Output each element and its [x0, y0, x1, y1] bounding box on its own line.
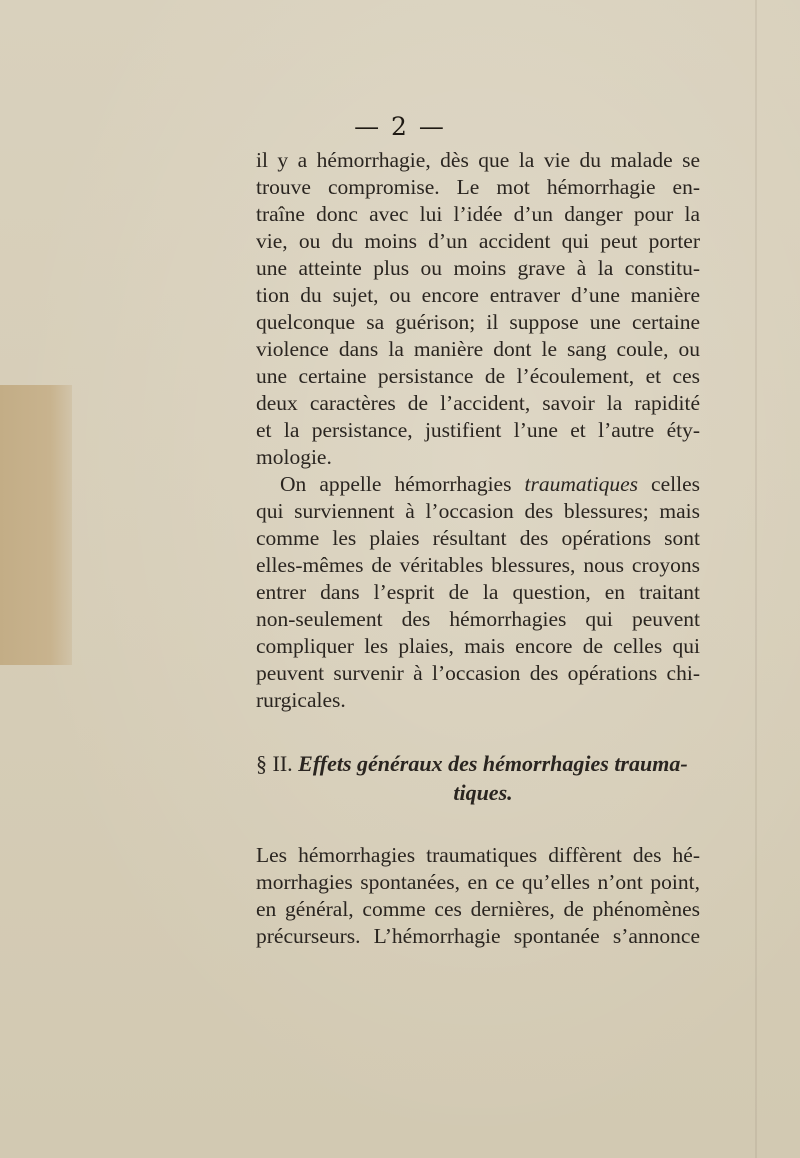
paragraph-2: [256, 471, 700, 714]
section-heading: [256, 749, 700, 779]
paragraph-3: [256, 842, 700, 950]
text-line: et la persistance, justifient l’une et l’autre éty-: [256, 418, 700, 442]
text-line: tion du sujet, ou encore entraver d’une manière: [256, 283, 700, 307]
section-number: § II.: [256, 751, 293, 776]
section-title: Effets généraux des hémorrhagies trauma-: [298, 751, 688, 776]
text-line: une atteinte plus ou moins grave à la constitu-: [256, 256, 700, 280]
text-line: non-seulement des hémorrhagies qui peuvent: [256, 607, 700, 631]
spacer: [256, 807, 700, 842]
text-line: précurseurs. L’hémorrhagie spontanée s’annonce: [256, 924, 700, 948]
text-line: qui surviennent à l’occasion des blessures; mais: [256, 499, 700, 523]
text-line: il y a hémorrhagie, dès que la vie du malade se: [256, 148, 700, 172]
paper-fold: [755, 0, 757, 1158]
text-line: en général, comme ces dernières, de phénomènes: [256, 897, 700, 921]
text-run: celles: [638, 472, 700, 496]
text-line: entrer dans l’esprit de la question, en traitant: [256, 580, 700, 604]
text-run: On appelle hémorrhagies: [280, 472, 525, 496]
text-line: morrhagies spontanées, en ce qu’elles n’ont point,: [256, 870, 700, 894]
text-line: compliquer les plaies, mais encore de celles qui: [256, 634, 700, 658]
text-line: une certaine persistance de l’écoulement, et ces: [256, 364, 700, 388]
spacer: [256, 714, 700, 749]
text-line: Les hémorrhagies traumatiques diffèrent des hé-: [256, 843, 700, 867]
text-line: trouve compromise. Le mot hémorrhagie en-: [256, 175, 700, 199]
section-title-continued: tiques.: [453, 780, 513, 805]
text-line: violence dans la manière dont le sang coule, ou: [256, 337, 700, 361]
text-line: vie, ou du moins d’un accident qui peut porter: [256, 229, 700, 253]
text-line: rurgicales.: [256, 688, 346, 712]
body-text: [256, 147, 700, 950]
text-line: mologie.: [256, 445, 332, 469]
text-line: quelconque sa guérison; il suppose une certaine: [256, 310, 700, 334]
paragraph-1: [256, 147, 700, 471]
text-line: traîne donc avec lui l’idée d’un danger pour la: [256, 202, 700, 226]
italic-term: traumatiques: [524, 472, 638, 496]
text-line: comme les plaies résultant des opérations sont: [256, 526, 700, 550]
paper-stain: [0, 385, 72, 665]
text-line: [256, 471, 700, 498]
text-line: peuvent survenir à l’occasion des opérations chi-: [256, 661, 700, 685]
text-line: elles-mêmes de véritables blessures, nous croyons: [256, 553, 700, 577]
page-number: — 2 —: [354, 112, 446, 141]
text-line: deux caractères de l’accident, savoir la rapidité: [256, 391, 700, 415]
